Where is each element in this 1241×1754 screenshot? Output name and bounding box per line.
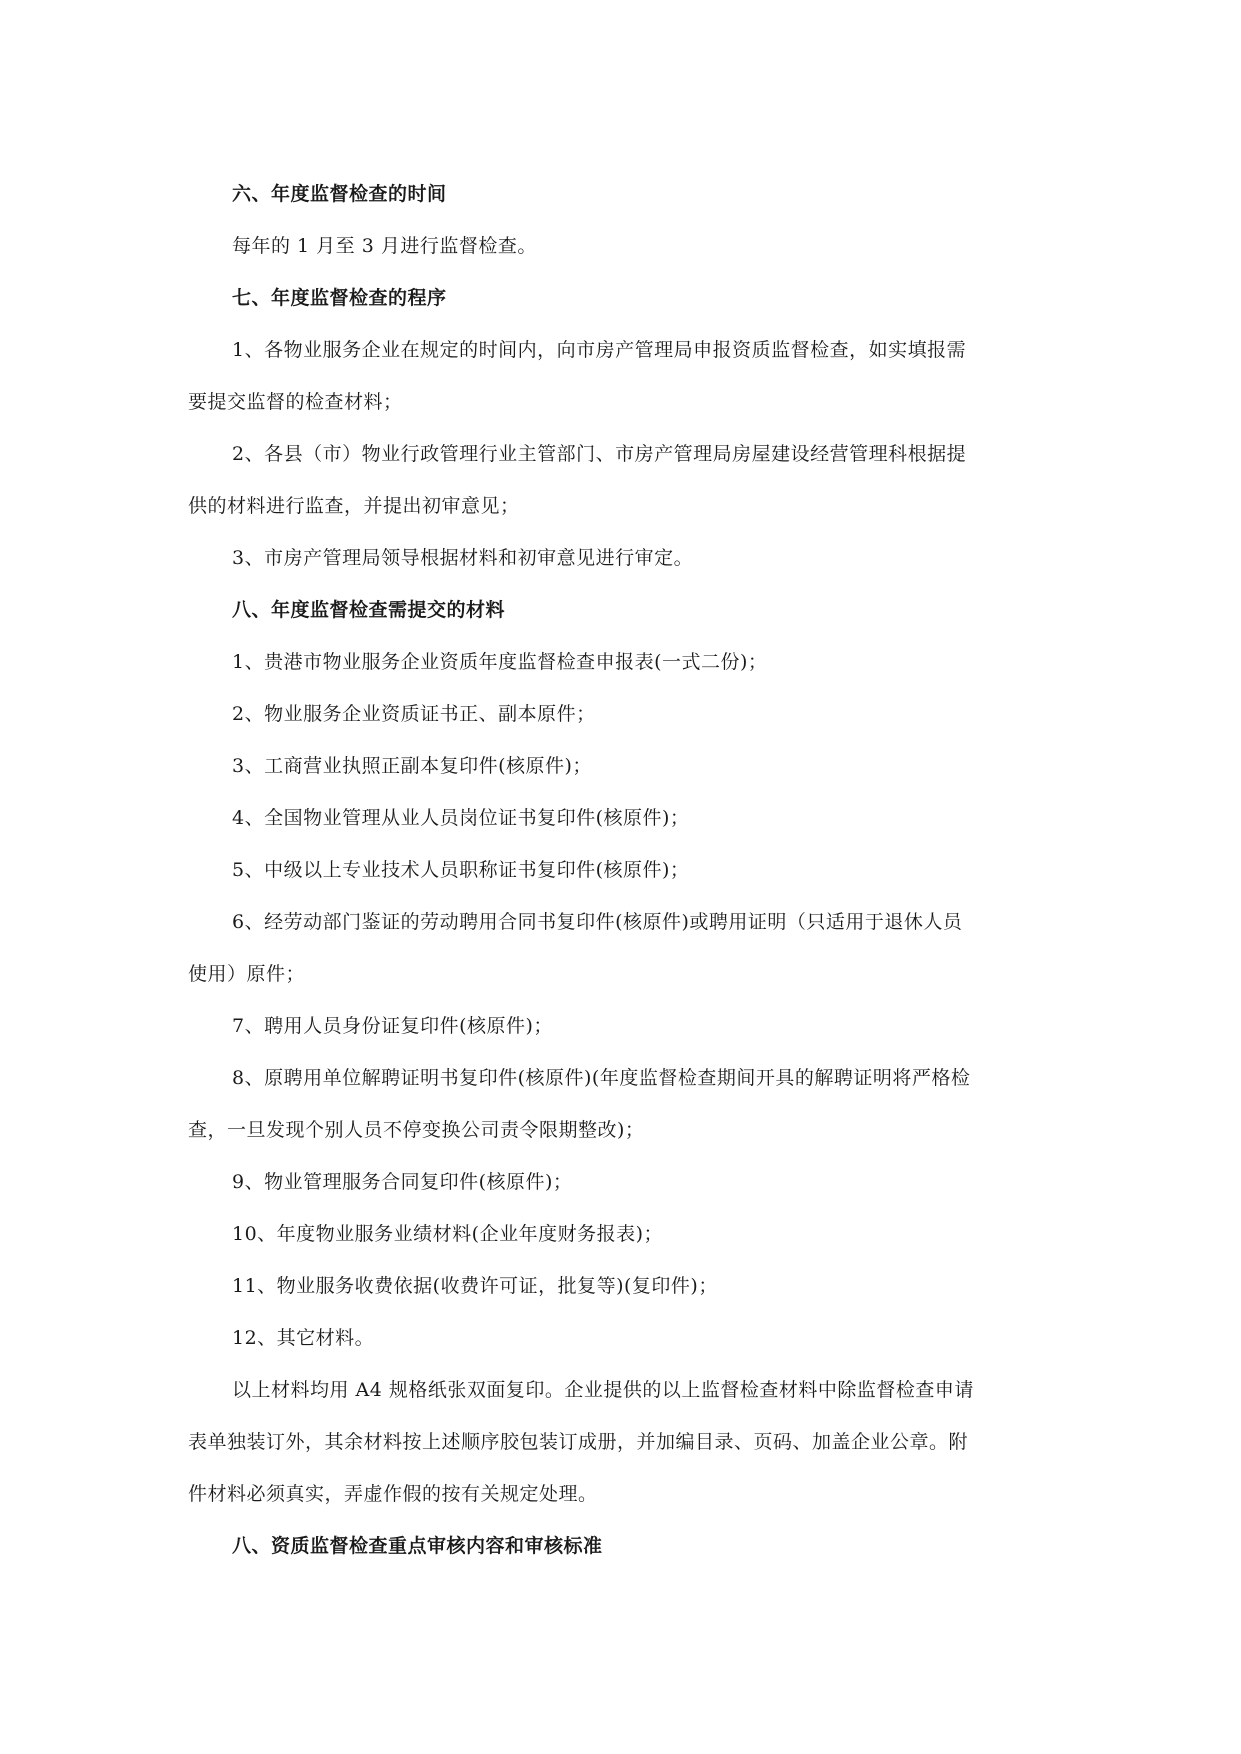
list-item-continuation: 查，一旦发现个别人员不停变换公司责令限期整改)； — [188, 1119, 645, 1141]
section-heading-8b: 八、资质监督检查重点审核内容和审核标准 — [232, 1535, 603, 1557]
section-heading-8: 八、年度监督检查需提交的材料 — [232, 599, 506, 621]
paragraph-line: 2、各县（市）物业行政管理行业主管部门、市房产管理局房屋建设经营管理科根据提 — [232, 443, 967, 465]
paragraph-line: 1、各物业服务企业在规定的时间内，向市房产管理局申报资质监督检查，如实填报需 — [232, 339, 967, 361]
list-item: 3、工商营业执照正副本复印件(核原件)； — [232, 755, 592, 777]
list-item: 12、其它材料。 — [232, 1327, 375, 1349]
list-item: 2、物业服务企业资质证书正、副本原件； — [232, 703, 596, 725]
list-item: 6、经劳动部门鉴证的劳动聘用合同书复印件(核原件)或聘用证明（只适用于退休人员 — [232, 911, 963, 933]
paragraph-line: 3、市房产管理局领导根据材料和初审意见进行审定。 — [232, 547, 694, 569]
paragraph-line: 以上材料均用 A4 规格纸张双面复印。企业提供的以上监督检查材料中除监督检查申请 — [232, 1379, 974, 1401]
paragraph-line: 要提交监督的检查材料； — [188, 391, 403, 413]
list-item: 9、物业管理服务合同复印件(核原件)； — [232, 1171, 573, 1193]
paragraph-line: 表单独装订外，其余材料按上述顺序胶包装订成册，并加编目录、页码、加盖企业公章。附 — [188, 1431, 969, 1453]
document-body — [188, 168, 1058, 1572]
paragraph-line: 每年的 1 月至 3 月进行监督检查。 — [232, 235, 537, 257]
list-item: 11、物业服务收费依据(收费许可证，批复等)(复印件)； — [232, 1275, 718, 1297]
list-item: 8、原聘用单位解聘证明书复印件(核原件)(年度监督检查期间开具的解聘证明将严格检 — [232, 1067, 971, 1089]
list-item: 1、贵港市物业服务企业资质年度监督检查申报表(一式二份)； — [232, 651, 768, 673]
paragraph-line: 件材料必须真实，弄虚作假的按有关规定处理。 — [188, 1483, 598, 1505]
list-item: 4、全国物业管理从业人员岗位证书复印件(核原件)； — [232, 807, 690, 829]
section-heading-7: 七、年度监督检查的程序 — [232, 287, 447, 309]
paragraph-line: 供的材料进行监查，并提出初审意见； — [188, 495, 520, 517]
list-item-continuation: 使用）原件； — [188, 963, 306, 985]
list-item: 7、聘用人员身份证复印件(核原件)； — [232, 1015, 553, 1037]
section-heading-6: 六、年度监督检查的时间 — [232, 183, 447, 205]
list-item: 10、年度物业服务业绩材料(企业年度财务报表)； — [232, 1223, 664, 1245]
list-item: 5、中级以上专业技术人员职称证书复印件(核原件)； — [232, 859, 690, 881]
